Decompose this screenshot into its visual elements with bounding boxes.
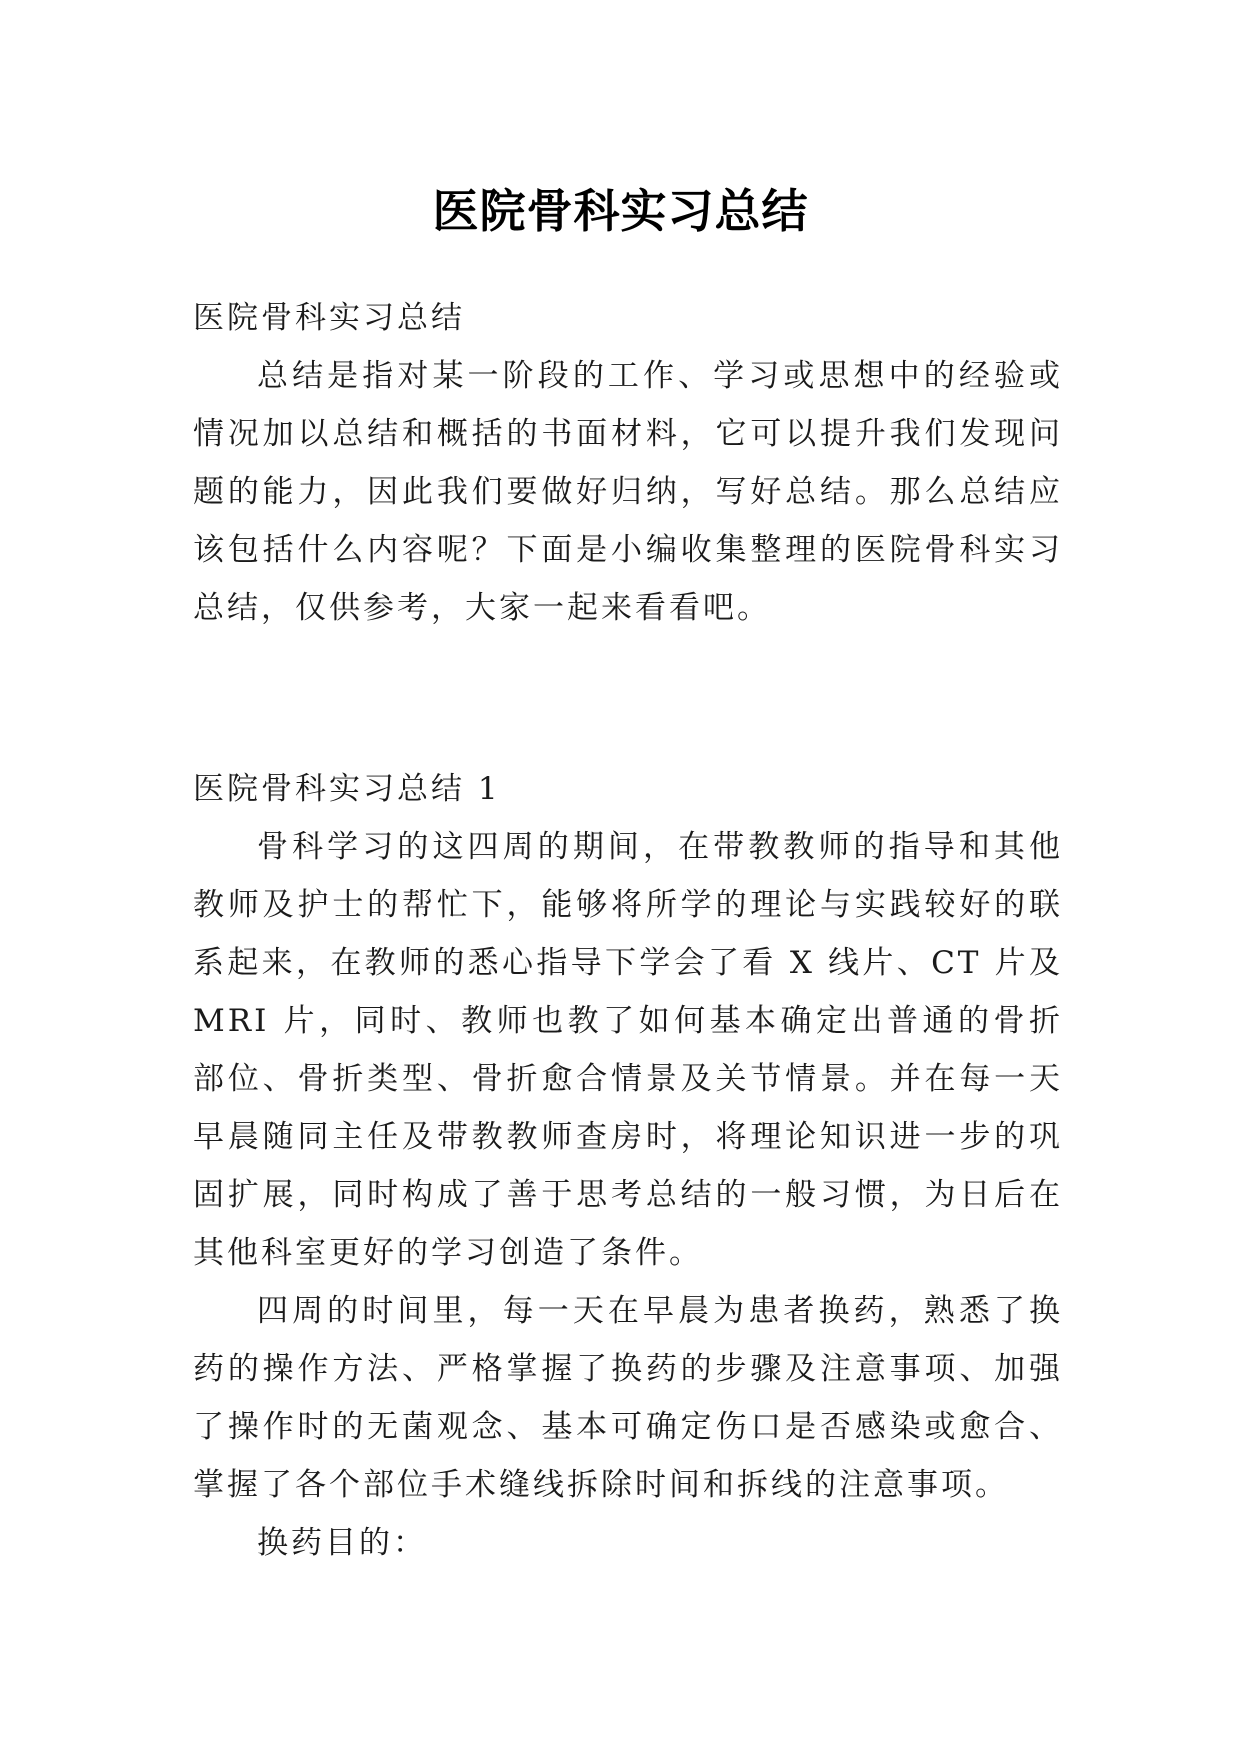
intro-section bbox=[193, 289, 1063, 637]
section-1-paragraph: 骨科学习的这四周的期间，在带教教师的指导和其他教师及护士的帮忙下，能够将所学的理论与实践较好的联系起来，在教师的悉心指导下学会了看 X 线片、CT 片及 MRI 片，同时、教师也教了如何基本确定出普通的骨折部位、骨折类型、骨折愈合情景及关节情景。并在每一天早晨随同主任及带教教师查房时，将理论知识进一步的巩固扩展，同时构成了善于思考总结的一般习惯，为日后在其他科室更好的学习创造了条件。 bbox=[193, 829, 1063, 1271]
intro-heading: 医院骨科实习总结 bbox=[193, 300, 465, 336]
section-1-paragraph: 四周的时间里，每一天在早晨为患者换药，熟悉了换药的操作方法、严格掌握了换药的步骤及注意事项、加强了操作时的无菌观念、基本可确定伤口是否感染或愈合、掌握了各个部位手术缝线拆除时间和拆线的注意事项。 bbox=[193, 1293, 1063, 1503]
section-1 bbox=[193, 760, 1063, 1572]
document-title: 医院骨科实习总结 bbox=[432, 183, 809, 238]
section-1-heading: 医院骨科实习总结 1 bbox=[193, 771, 501, 807]
section-1-paragraph: 换药目的： bbox=[257, 1525, 427, 1561]
intro-paragraph: 总结是指对某一阶段的工作、学习或思想中的经验或情况加以总结和概括的书面材料，它可以提升我们发现问题的能力，因此我们要做好归纳，写好总结。那么总结应该包括什么内容呢？下面是小编收集整理的医院骨科实习总结，仅供参考，大家一起来看看吧。 bbox=[193, 358, 1063, 626]
